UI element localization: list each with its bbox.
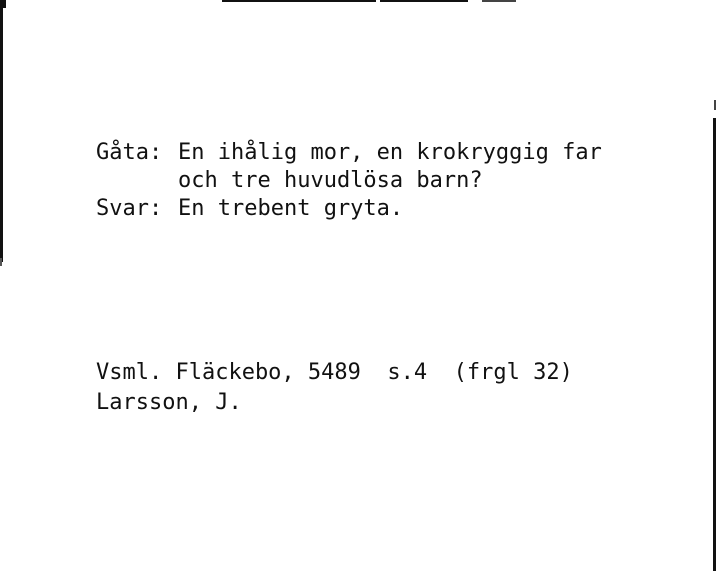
riddle-answer-text: En trebent gryta. [178,196,404,221]
left-edge-mark [0,0,6,8]
riddle-question-continuation [178,167,483,195]
top-rule [222,0,468,2]
riddle-question-text-2: och tre huvudlösa barn? [178,168,483,193]
source-reference: Vsml. Fläckebo, 5489 s.4 (frgl 32) [96,360,573,385]
top-rule-fragment [482,0,516,2]
riddle-question-text-1: En ihålig mor, en krokryggig far [178,140,602,165]
top-rule-gap [376,0,380,2]
riddle-label: Gåta: [96,140,163,165]
left-card-edge [0,0,3,262]
collector-name: Larsson, J. [96,390,242,415]
left-edge-tick [0,258,2,266]
answer-label: Svar: [96,196,163,221]
riddle-question-line [96,139,602,167]
riddle-answer-line [96,195,403,223]
